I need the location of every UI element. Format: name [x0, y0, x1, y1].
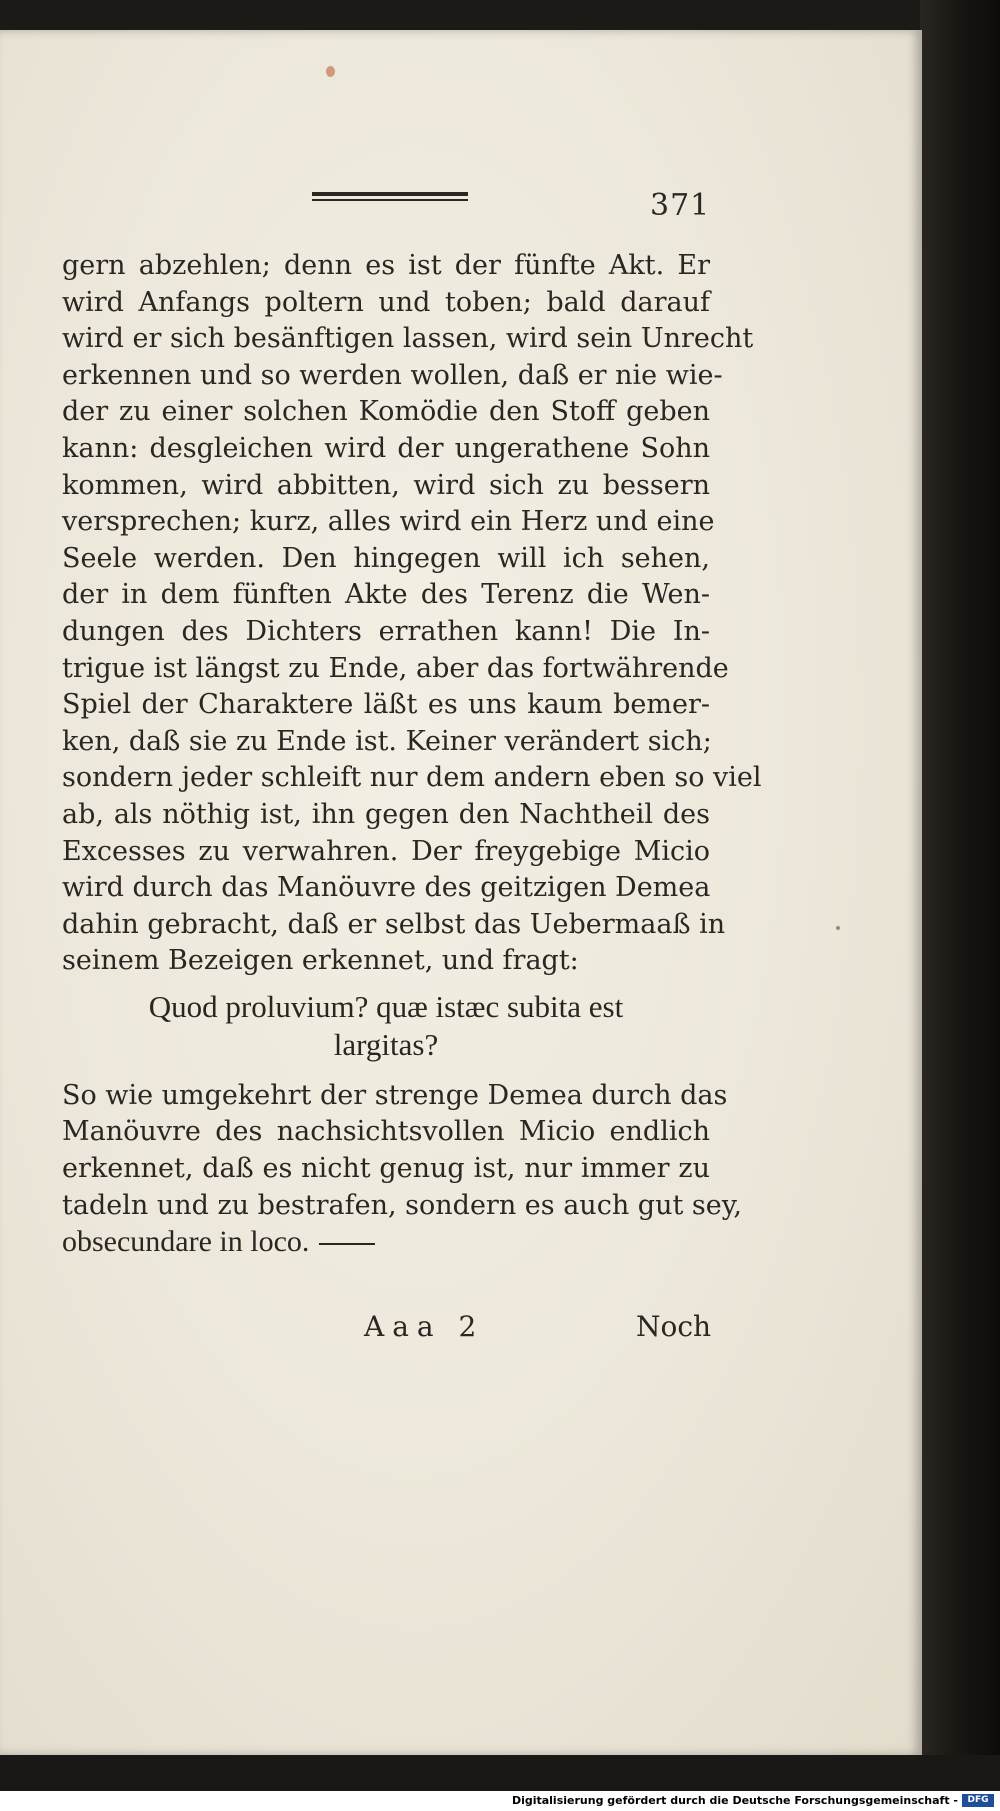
text-line: Manöuvre des nachsichtsvollen Micio endlich [62, 1116, 710, 1148]
text-line: dahin gebracht, daß er selbst das Uebermaaß in [62, 908, 726, 940]
latin-phrase: obsecundare in loco. [62, 1225, 310, 1259]
text-line: dungen des Dichters errathen kann! Die In- [62, 615, 710, 647]
page-number: 371 [650, 188, 711, 223]
text-line: erkennen und so werden wollen, daß er nie wie- [62, 359, 723, 391]
text-line: ken, daß sie zu Ende ist. Keiner verändert sich; [62, 725, 712, 757]
footer-bar [0, 1791, 1000, 1811]
text-line: erkennet, daß es nicht genug ist, nur immer zu [62, 1153, 710, 1185]
text-line: trigue ist längst zu Ende, aber das fortwährende [62, 652, 729, 684]
dash-rule [319, 1243, 375, 1245]
quote-line: Quod proluvium? quæ istæc subita est [148, 988, 624, 1024]
catchword: Noch [636, 1310, 712, 1343]
text-line: So wie umgekehrt der strenge Demea durch das [62, 1079, 728, 1111]
scan-bottom-border [0, 1755, 1000, 1791]
dfg-logo-icon: DFG [962, 1794, 994, 1807]
latin-quote [62, 988, 710, 1064]
text-line-last [62, 1224, 710, 1261]
foxing-spot [836, 926, 840, 930]
body-text [62, 248, 762, 1261]
text-line: der in dem fünften Akte des Terenz die Wen- [62, 579, 710, 611]
text-line: gern abzehlen; denn es ist der fünfte Akt. Er [62, 250, 710, 281]
text-line: wird er sich besänftigen lassen, wird sein Unrecht [62, 323, 754, 355]
foxing-spot [326, 66, 335, 77]
text-line: kann: desgleichen wird der ungerathene Sohn [62, 432, 710, 464]
signature-mark: Aaa 2 [364, 1310, 485, 1343]
text-line: wird durch das Manöuvre des geitzigen Demea [62, 872, 711, 904]
text-line: Seele werden. Den hingegen will ich sehen, [62, 542, 710, 574]
text-line: Excesses zu verwahren. Der freygebige Micio [62, 835, 710, 867]
text-line: wird Anfangs poltern und toben; bald darauf [62, 286, 710, 318]
book-edge-shadow [920, 0, 1000, 1811]
header-ornament [312, 192, 468, 202]
text-line: sondern jeder schleift nur dem andern eben so viel [62, 762, 762, 794]
text-line: versprechen; kurz, alles wird ein Herz und eine [62, 506, 715, 538]
footer-credit: Digitalisierung gefördert durch die Deutsche Forschungsgemeinschaft - [511, 1794, 958, 1807]
text-line: seinem Bezeigen erkennet, und fragt: [62, 945, 579, 977]
text-line: kommen, wird abbitten, wird sich zu bessern [62, 469, 710, 501]
text-line: tadeln und zu bestrafen, sondern es auch gut sey, [62, 1189, 742, 1221]
quote-line: largitas? [333, 1026, 439, 1062]
text-line: ab, als nöthig ist, ihn gegen den Nachtheil des [62, 798, 710, 830]
text-line: der zu einer solchen Komödie den Stoff geben [62, 396, 710, 428]
text-line: Spiel der Charaktere läßt es uns kaum bemer- [62, 689, 710, 721]
